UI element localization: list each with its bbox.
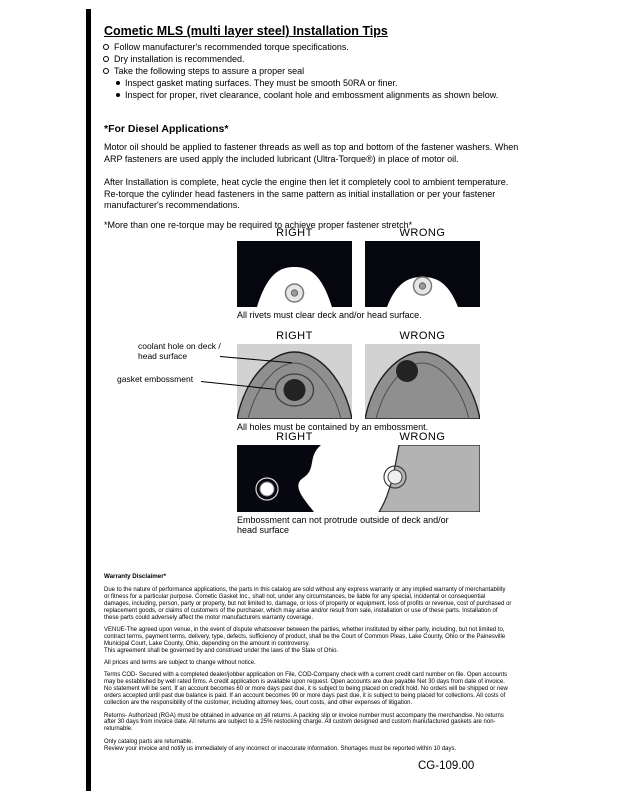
figure-labels: [237, 330, 489, 342]
list-item: [103, 41, 498, 53]
tip-text: Dry installation is recommended.: [114, 54, 245, 64]
left-margin-bar: [86, 9, 91, 791]
list-item: [116, 89, 498, 101]
list-item: [116, 77, 498, 89]
disclaimer-paragraph: Terms COD- Secured with a completed dealer/jobber application on File, COD-Company check with a current credit card number on file. Open accounts may be established by well rated firms. A credit application is available upon request. Open accounts are due payable Net 30 days from date of invoice. No statement will be sent. If an account becomes 60 or more days past due, it is subject to being placed on credit hold. No orders will be shipped or new orders accepted until past due balance is paid. If an account becomes 90 or more days past due, it is subject to being placed for collections. All costs of collection are the responsibility of the customer, including attorney fees, court costs, and other expenses of litigation.: [104, 672, 508, 707]
right-label: RIGHT: [276, 227, 313, 239]
open-bullet-icon: [103, 56, 109, 62]
list-item: [103, 53, 498, 65]
embossment-deck-wrong-figure: [365, 445, 480, 512]
figure-caption: Embossment can not protrude outside of deck and/or head surface: [237, 515, 449, 535]
retorque-note: *More than one re-torque may be required to achieve proper fastener stretch*: [104, 220, 413, 230]
wrong-label: WRONG: [399, 227, 446, 239]
warranty-disclaimer-section: [104, 574, 512, 758]
tip-text: Follow manufacturer's recommended torque specifications.: [114, 42, 349, 52]
disclaimer-paragraph: All prices and terms are subject to change without notice.: [104, 660, 256, 667]
figure-images: [237, 445, 489, 512]
figure-labels: [237, 227, 489, 239]
disclaimer-paragraph: VENUE-The agreed upon venue, in the event of dispute whatsoever between the parties, whether instituted by either party, including, but not limited to, contract terms, payment terms, delivery, type, defects, sufficiency of product, shall be the Court of Common Pleas, Lake County, Ohio or the Painesville Municipal Court, Lake County, Ohio, depending on the amount in controversy.: [104, 626, 506, 647]
diesel-paragraph: After Installation is complete, heat cycle the engine then let it completely cool to ambient temperature. Re-torque the cylinder head fasteners in the same pattern as initial installation or per your fastener manufacturer's recommendations.: [104, 177, 509, 210]
figure-images: [237, 241, 489, 307]
filled-bullet-icon: [116, 93, 120, 97]
diesel-applications-heading: *For Diesel Applications*: [104, 122, 229, 135]
hole-embossment-right-figure: [237, 344, 352, 419]
tip-text: Take the following steps to assure a proper seal: [114, 66, 305, 76]
wrong-label: WRONG: [399, 330, 446, 342]
filled-bullet-icon: [116, 81, 120, 85]
tip-text: Inspect gasket mating surfaces. They must be smooth 50RA or finer.: [125, 78, 398, 88]
figure-row-embossment: [237, 431, 489, 535]
disclaimer-paragraph: This agreement shall be governed by and construed under the laws of the State of Ohio.: [104, 647, 339, 654]
disclaimer-paragraph: Review your invoice and notify us immediately of any incorrect or inaccurate information. Shortages must be reported within 10 days.: [104, 745, 457, 752]
figure-labels: [237, 431, 489, 443]
diesel-paragraph: Motor oil should be applied to fastener threads as well as top and bottom of the fastener washers. When ARP fasteners are used apply the included lubricant (Ultra-Torque®) in place of motor oil.: [104, 142, 519, 164]
page-title: Cometic MLS (multi layer steel) Installation Tips: [104, 24, 388, 39]
coolant-hole-label: coolant hole on deck / head surface: [138, 341, 221, 361]
page-number: CG-109.00: [418, 760, 475, 772]
figure-images: [237, 344, 489, 419]
figure-row-coolant-holes: [237, 330, 489, 432]
disclaimer-paragraph: Returns- Authorized (RGA) must be obtained in advance on all returns. A packing slip or invoice number must accompany the merchandise. No returns after 30 days from invoice date. All returns are subject to a 25% restocking charge. All custom designed and custom manufactured gaskets are non-returnable.: [104, 712, 504, 733]
wrong-label: WRONG: [399, 431, 446, 443]
right-label: RIGHT: [276, 431, 313, 443]
rivet-clearance-wrong-figure: [365, 241, 480, 307]
gasket-embossment-label: gasket embossment: [117, 374, 194, 384]
installation-tips-list: [103, 41, 498, 101]
disclaimer-heading: Warranty Disclaimer*: [104, 573, 167, 580]
rivet-clearance-right-figure: [237, 241, 352, 307]
disclaimer-paragraph: Due to the nature of performance applications, the parts in this catalog are sold without any express warranty or any implied warranty of merchantability or fitness for a particular purpose. Cometic Gasket Inc., shall not, under any circumstances, be liable for any special, incidental or consequential damages, including, person, party or property, but not limited to, damage, or loss of property or equipment, loss of profits or revenue, cost of purchased or replacement goods, or claims of customers of the purchaser, which may arise and/or result from sale, installation or use of these parts. Installation of these parts could adversely affect the motor manufacturers warranty coverage.: [104, 586, 512, 621]
open-bullet-icon: [103, 68, 109, 74]
disclaimer-paragraph: Only catalog parts are returnable.: [104, 738, 194, 745]
list-item: [103, 65, 498, 77]
embossment-deck-right-figure: [237, 445, 352, 512]
tip-text: Inspect for proper, rivet clearance, coolant hole and embossment alignments as shown below.: [125, 90, 499, 100]
open-bullet-icon: [103, 44, 109, 50]
figure-row-rivets: [237, 227, 489, 320]
right-label: RIGHT: [276, 330, 313, 342]
hole-embossment-wrong-figure: [365, 344, 480, 419]
figure-caption: All rivets must clear deck and/or head surface.: [237, 310, 422, 320]
figure-caption: All holes must be contained by an embossment.: [237, 422, 429, 432]
